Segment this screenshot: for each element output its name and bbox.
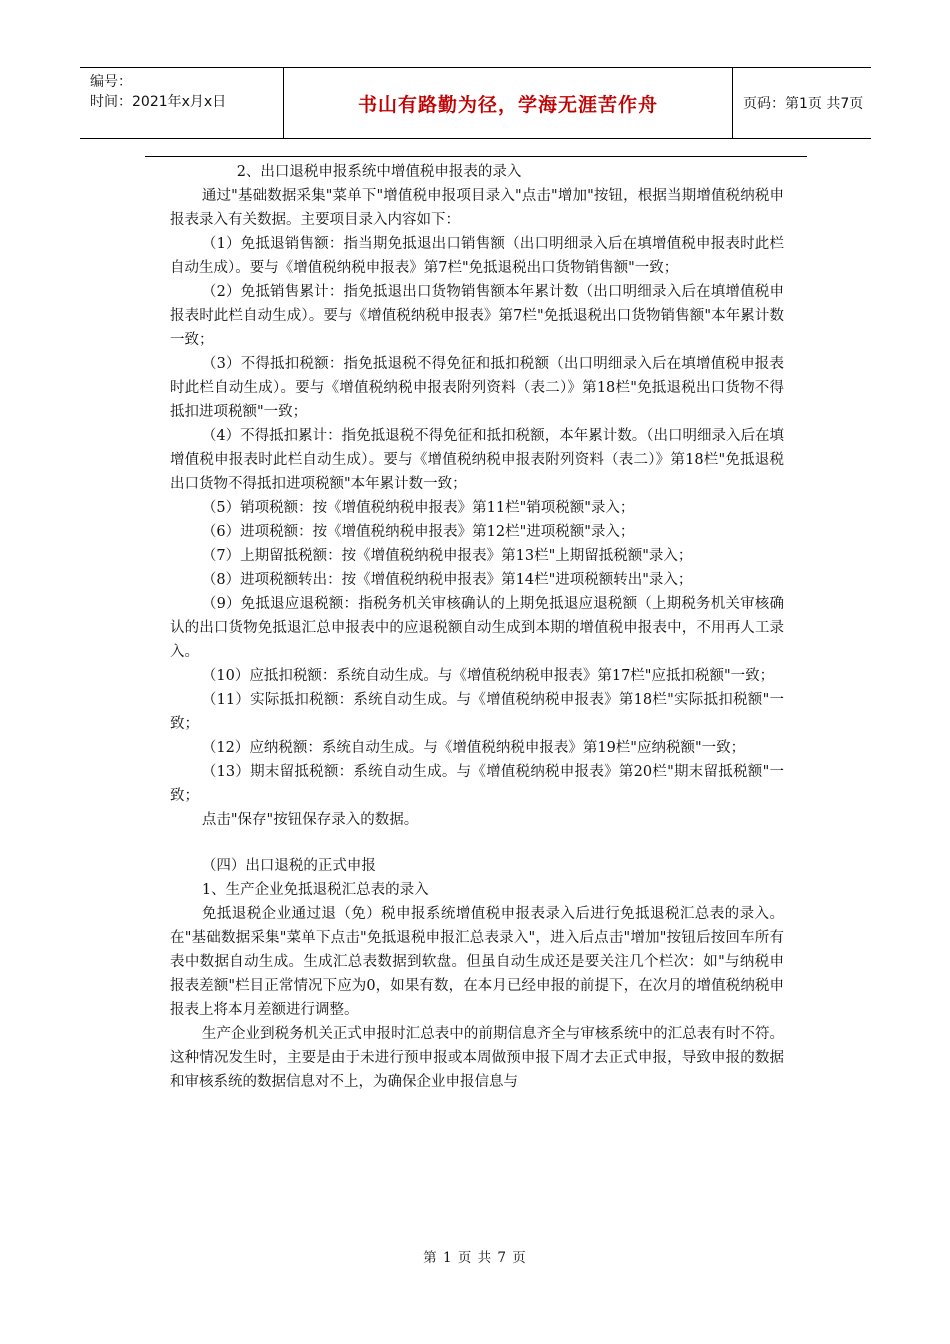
section-heading: 2、出口退税申报系统中增值税申报表的录入 (236, 164, 522, 180)
document-number-label: 编号： (90, 74, 132, 90)
document-date: 时间：2021年x月x日 (90, 94, 227, 110)
list-item: （6）进项税额：按《增值税纳税申报表》第12栏"进项税额"录入； (201, 524, 635, 540)
page-footer: 第 1 页 共 7 页 (423, 1250, 527, 1266)
list-item: （11）实际抵扣税额：系统自动生成。与《增值税纳税申报表》第18栏"实际抵扣税额"一致； (170, 692, 784, 732)
header-meta (80, 68, 283, 138)
header-page-info: 页码：第1页 共7页 (743, 96, 864, 112)
header-divider (145, 156, 807, 157)
list-item: （8）进项税额转出：按《增值税纳税申报表》第14栏"进项税额转出"录入； (201, 572, 693, 588)
list-item: （1）免抵退销售额：指当期免抵退出口销售额（出口明细录入后在填增值税申报表时此栏自动生成）。要与《增值税纳税申报表》第7栏"免抵退税出口货物销售额"一致； (170, 236, 784, 276)
list-item: （5）销项税额：按《增值税纳税申报表》第11栏"销项税额"录入； (201, 500, 635, 516)
list-item: （10）应抵扣税额：系统自动生成。与《增值税纳税申报表》第17栏"应抵扣税额"一致； (201, 668, 775, 684)
body-paragraph: 生产企业到税务机关正式申报时汇总表中的前期信息齐全与审核系统中的汇总表有时不符。这种情况发生时，主要是由于未进行预申报或本周做预申报下周才去正式申报，导致申报的数据和审核系统的数据信息对不上，为确保企业申报信息与 (170, 1026, 784, 1090)
section-heading: （四）出口退税的正式申报 (201, 858, 376, 874)
list-item: （13）期末留抵税额：系统自动生成。与《增值税纳税申报表》第20栏"期末留抵税额"一致； (170, 764, 784, 804)
spacer (170, 832, 784, 854)
list-item: （3）不得抵扣税额：指免抵退税不得免征和抵扣税额（出口明细录入后在填增值税申报表时此栏自动生成）。要与《增值税纳税申报表附列资料（表二）》第18栏"免抵退税出口货物不得抵扣进项税额"一致； (170, 356, 784, 420)
page-header (80, 67, 871, 139)
list-item: （2）免抵销售累计：指免抵退出口货物销售额本年累计数（出口明细录入后在填增值税申报表时此栏自动生成）。要与《增值税纳税申报表》第7栏"免抵退税出口货物销售额"本年累计数一致； (170, 284, 784, 348)
subsection-heading: 1、生产企业免抵退税汇总表的录入 (201, 882, 429, 898)
list-item: （7）上期留抵税额：按《增值税纳税申报表》第13栏"上期留抵税额"录入； (201, 548, 693, 564)
document-body (170, 160, 784, 1094)
list-item: （9）免抵退应退税额：指税务机关审核确认的上期免抵退应退税额（上期税务机关审核确认的出口货物免抵退汇总申报表中的应退税额自动生成到本期的增值税申报表中，不用再人工录入。 (170, 596, 784, 660)
body-paragraph: 通过"基础数据采集"菜单下"增值税申报项目录入"点击"增加"按钮，根据当期增值税纳税申报表录入有关数据。主要项目录入内容如下： (170, 188, 784, 228)
body-paragraph: 免抵退税企业通过退（免）税申报系统增值税申报表录入后进行免抵退税汇总表的录入。在"基础数据采集"菜单下点击"免抵退税申报汇总表录入"，进入后点击"增加"按钮后按回车所有表中数据自动生成。生成汇总表数据到软盘。但虽自动生成还是要关注几个栏次：如"与纳税申报表差额"栏目正常情况下应为0，如果有数，在本月已经申报的前提下，在次月的增值税纳税申报表上将本月差额进行调整。 (170, 906, 784, 1018)
list-item: （12）应纳税额：系统自动生成。与《增值税纳税申报表》第19栏"应纳税额"一致； (201, 740, 746, 756)
body-paragraph: 点击"保存"按钮保存录入的数据。 (201, 812, 419, 828)
header-motto: 书山有路勤为径，学海无涯苦作舟 (283, 68, 733, 138)
list-item: （4）不得抵扣累计：指免抵退税不得免征和抵扣税额，本年累计数。（出口明细录入后在填增值税申报表时此栏自动生成）。要与《增值税纳税申报表附列资料（表二）》第18栏"免抵退税出口货物不得抵扣进项税额"本年累计数一致； (170, 428, 784, 492)
